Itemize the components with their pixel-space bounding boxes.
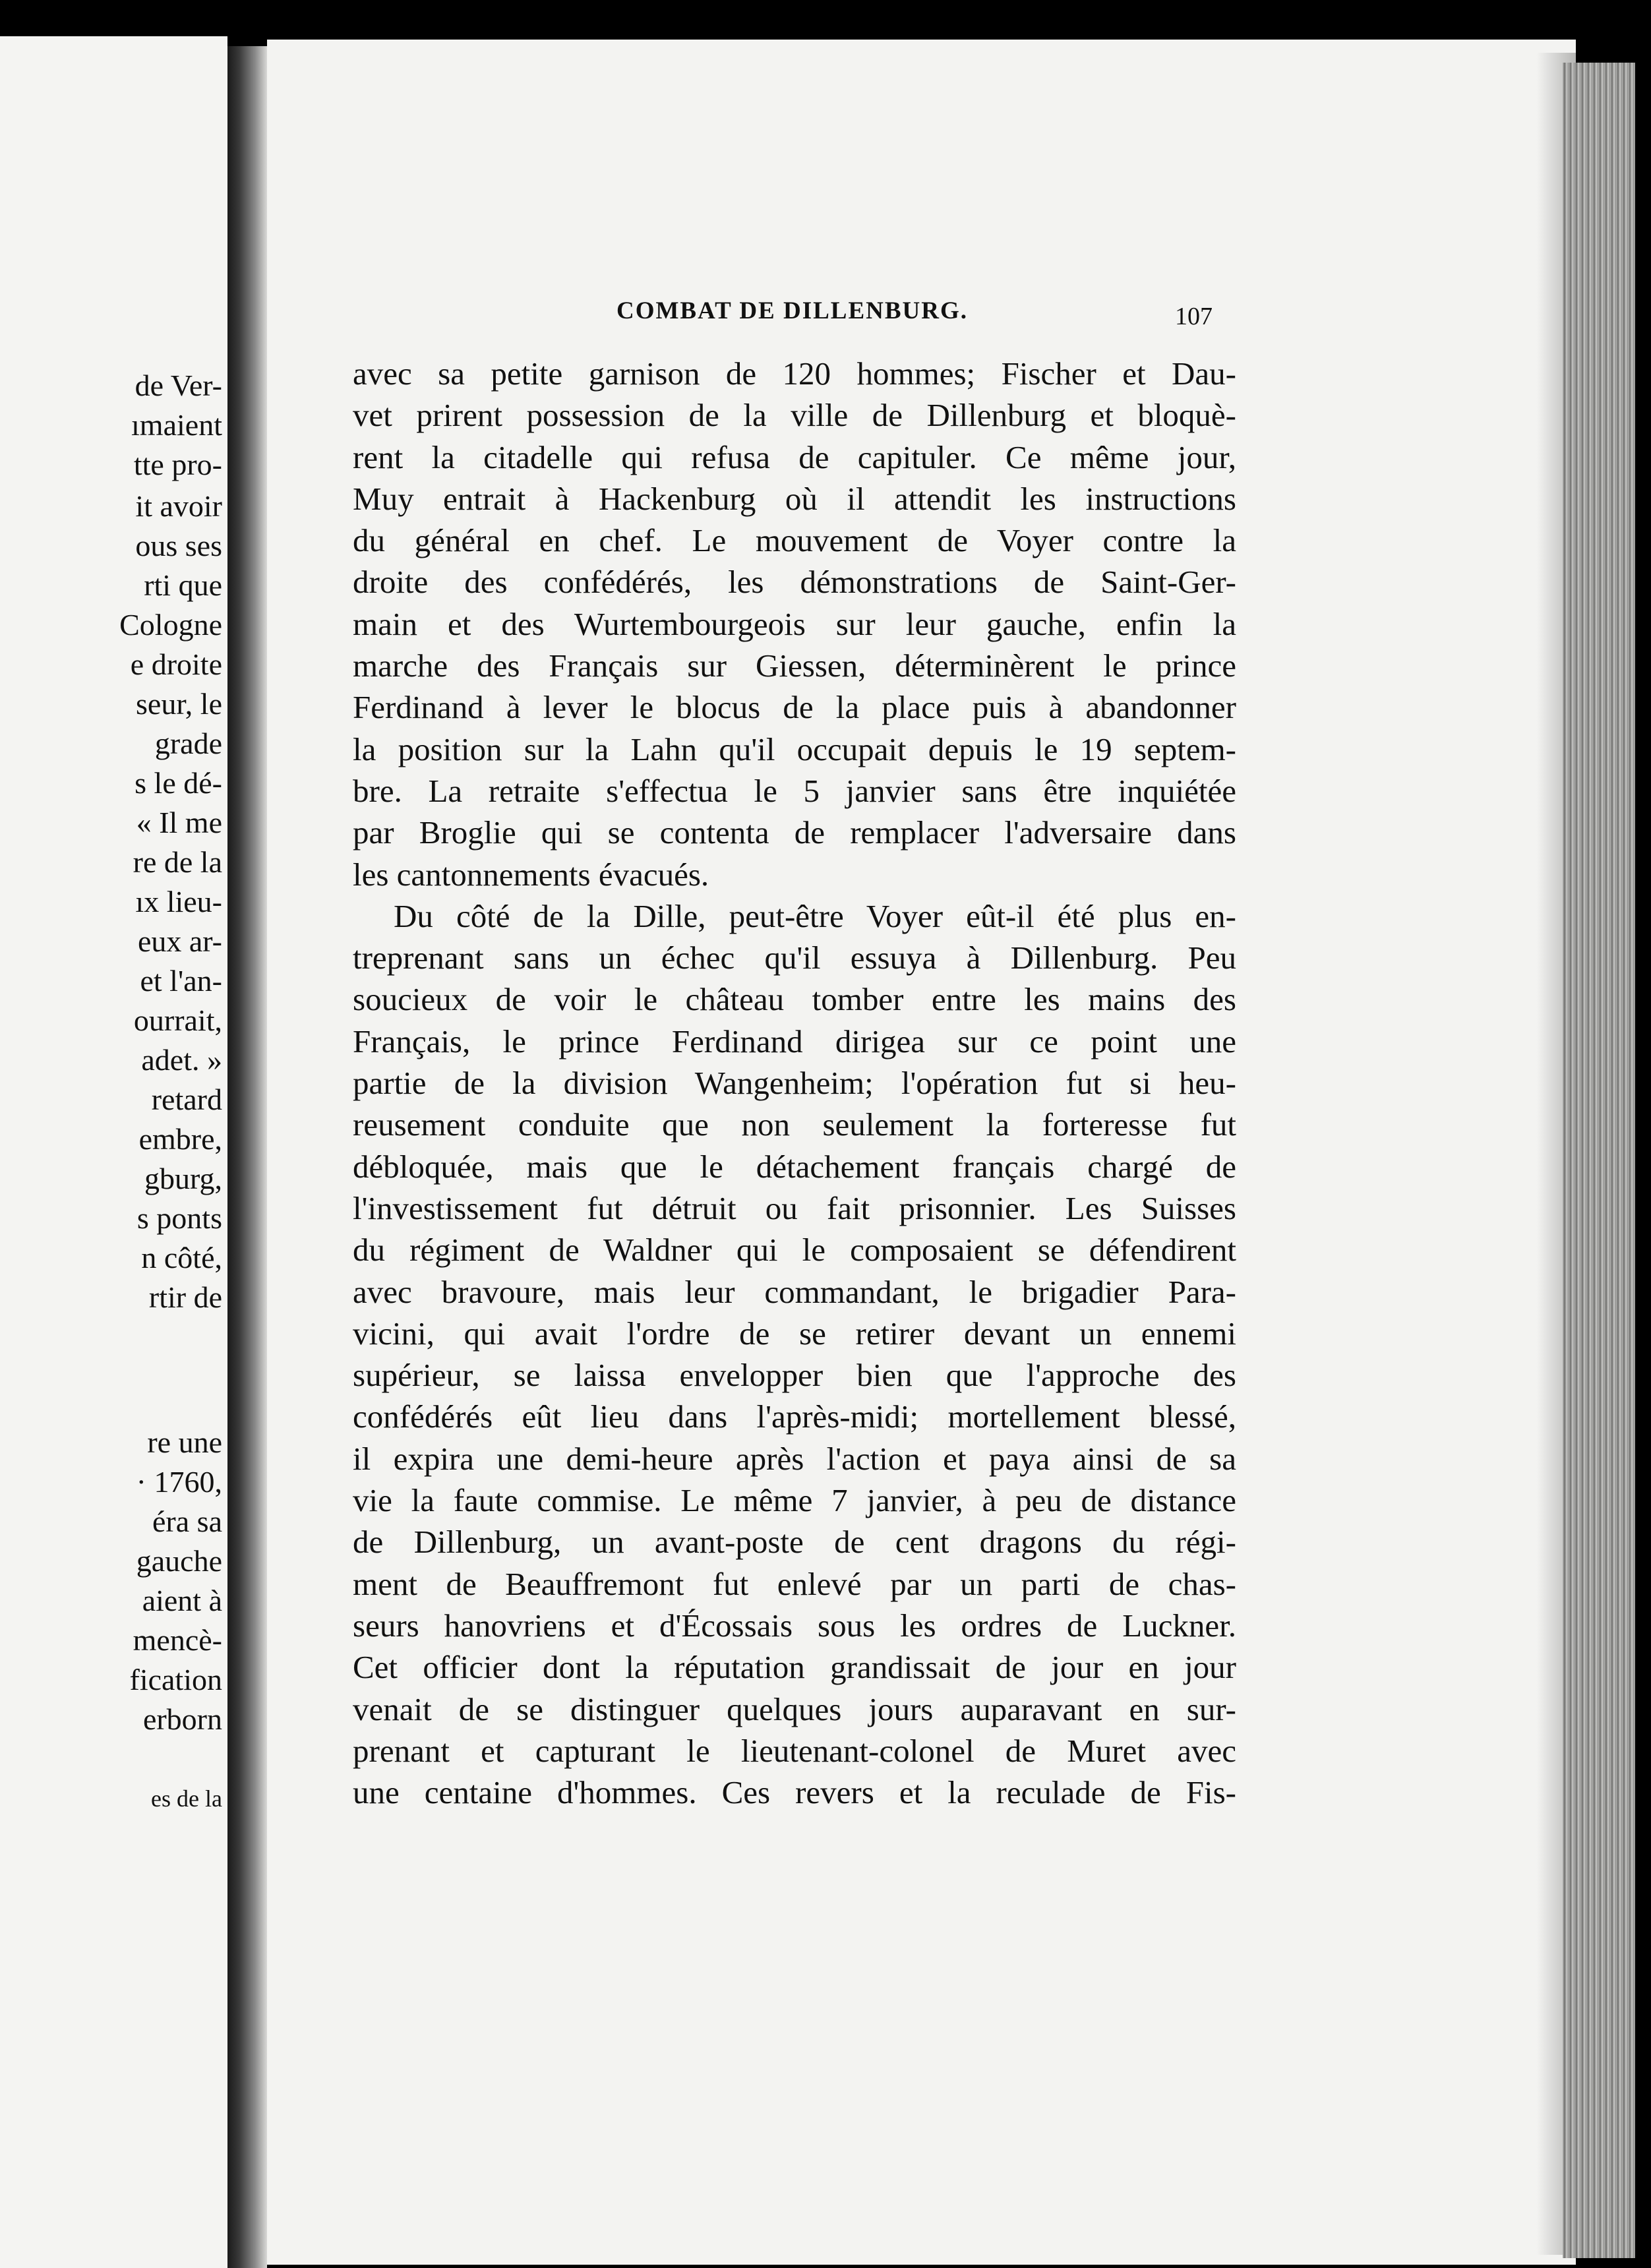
left-page-line: gauche — [136, 1544, 222, 1578]
left-page-line: ourrait, — [133, 1003, 222, 1037]
body-line: main et des Wurtembourgeois sur leur gauche, enfin la — [353, 605, 1236, 642]
body-line: treprenant sans un échec qu'il essuya à Dillenburg. Peu — [353, 940, 1236, 976]
left-page — [0, 36, 227, 2268]
book-gutter — [227, 46, 267, 2268]
left-page-line: de Ver- — [135, 369, 222, 402]
left-page-line: it avoir — [135, 489, 222, 523]
left-page-line: s ponts — [136, 1201, 222, 1235]
body-line: de Dillenburg, un avant-poste de cent dragons du régi- — [353, 1524, 1236, 1561]
body-line: du régiment de Waldner qui le composaient se défendirent — [353, 1232, 1236, 1268]
left-page-line: tte pro- — [133, 448, 222, 481]
left-page-line: seur, le — [136, 687, 222, 721]
body-line: vet prirent possession de la ville de Dillenburg et bloquè- — [353, 397, 1236, 434]
body-line: marche des Français sur Giessen, déterminèrent le prince — [353, 647, 1236, 684]
body-line: Du côté de la Dille, peut-être Voyer eût-il été plus en- — [394, 897, 1236, 934]
body-line: seurs hanovriens et d'Écossais sous les ordres de Luckner. — [353, 1607, 1236, 1644]
left-page-line: ıx lieu- — [135, 885, 222, 918]
body-line: une centaine d'hommes. Ces revers et la reculade de Fis- — [353, 1774, 1236, 1811]
body-line: confédérés eût lieu dans l'après-midi; mortellement blessé, — [353, 1398, 1236, 1435]
left-page-line: adet. » — [141, 1043, 222, 1077]
body-line: rent la citadelle qui refusa de capituler. Ce même jour, — [353, 438, 1236, 475]
left-page-line: re une — [147, 1425, 222, 1459]
body-line: droite des confédérés, les démonstrations de Saint-Ger- — [353, 564, 1236, 601]
page-header — [0, 297, 1651, 336]
left-page-line: Cologne — [119, 608, 222, 642]
running-title: COMBAT DE DILLENBURG. — [616, 297, 969, 324]
body-line: prenant et capturant le lieutenant-colonel de Muret avec — [353, 1732, 1236, 1769]
left-page-line: fication — [129, 1663, 222, 1696]
left-page-line: « Il me — [136, 806, 222, 839]
body-text — [353, 353, 1236, 1813]
left-page-line: et l'an- — [140, 964, 222, 998]
left-page-line: rti que — [144, 568, 222, 602]
body-line: avec bravoure, mais leur commandant, le brigadier Para- — [353, 1273, 1236, 1310]
left-page-line: grade — [154, 727, 222, 760]
body-line: du général en chef. Le mouvement de Voyer contre la — [353, 522, 1236, 559]
body-line: Cet officier dont la réputation grandissait de jour en jour — [353, 1649, 1236, 1686]
body-line: la position sur la Lahn qu'il occupait depuis le 19 septem- — [353, 731, 1236, 767]
left-page-line: n côté, — [141, 1241, 222, 1274]
body-line: avec sa petite garnison de 120 hommes; Fischer et Dau- — [353, 355, 1236, 392]
page-edges — [1563, 63, 1635, 2258]
left-page-line: aient à — [142, 1584, 222, 1617]
left-page-line: embre, — [138, 1122, 222, 1156]
body-line: reusement conduite que non seulement la forteresse fut — [353, 1106, 1236, 1143]
left-page-line: gburg, — [144, 1162, 222, 1195]
left-page-line: retard — [151, 1083, 222, 1116]
body-line: partie de la division Wangenheim; l'opération fut si heu- — [353, 1065, 1236, 1102]
body-line: Ferdinand à lever le blocus de la place puis à abandonner — [353, 689, 1236, 726]
body-line: vie la faute commise. Le même 7 janvier, à peu de distance — [353, 1482, 1236, 1519]
body-line: il expira une demi-heure après l'action et paya ainsi de sa — [353, 1440, 1236, 1477]
body-line: venait de se distinguer quelques jours auparavant en sur- — [353, 1690, 1236, 1727]
body-line: vicini, qui avait l'ordre de se retirer devant un ennemi — [353, 1315, 1236, 1352]
body-line: les cantonnements évacués. — [353, 856, 709, 893]
body-line: Muy entrait à Hackenburg où il attendit les instructions — [353, 480, 1236, 517]
left-page-line: mencè- — [133, 1623, 222, 1657]
left-page-line: éra sa — [152, 1505, 222, 1538]
body-line: débloquée, mais que le détachement français chargé de — [353, 1148, 1236, 1185]
left-page-line: ımaient — [131, 408, 222, 442]
left-page-line: e droite — [130, 647, 222, 681]
body-line: ment de Beauffremont fut enlevé par un parti de chas- — [353, 1565, 1236, 1602]
left-page-line: erborn — [142, 1702, 222, 1736]
page-number: 107 — [1175, 303, 1213, 330]
body-line: l'investissement fut détruit ou fait prisonnier. Les Suisses — [353, 1189, 1236, 1226]
body-line: par Broglie qui se contenta de remplacer l'adversaire dans — [353, 814, 1236, 851]
left-page-line: s le dé- — [135, 766, 222, 800]
left-page-line: re de la — [133, 845, 222, 879]
body-line: supérieur, se laissa envelopper bien que l'approche des — [353, 1357, 1236, 1394]
body-line: soucieux de voir le château tomber entre les mains des — [353, 981, 1236, 1018]
left-page-line: rtir de — [148, 1280, 222, 1314]
body-line: bre. La retraite s'effectua le 5 janvier sans être inquiétée — [353, 772, 1236, 809]
left-page-line: eux ar- — [137, 924, 222, 958]
left-page-line: ous ses — [135, 529, 222, 562]
left-page-line: es de la — [151, 1785, 222, 1812]
left-page-line: · 1760, — [136, 1465, 222, 1499]
body-line: Français, le prince Ferdinand dirigea sur ce point une — [353, 1023, 1236, 1059]
